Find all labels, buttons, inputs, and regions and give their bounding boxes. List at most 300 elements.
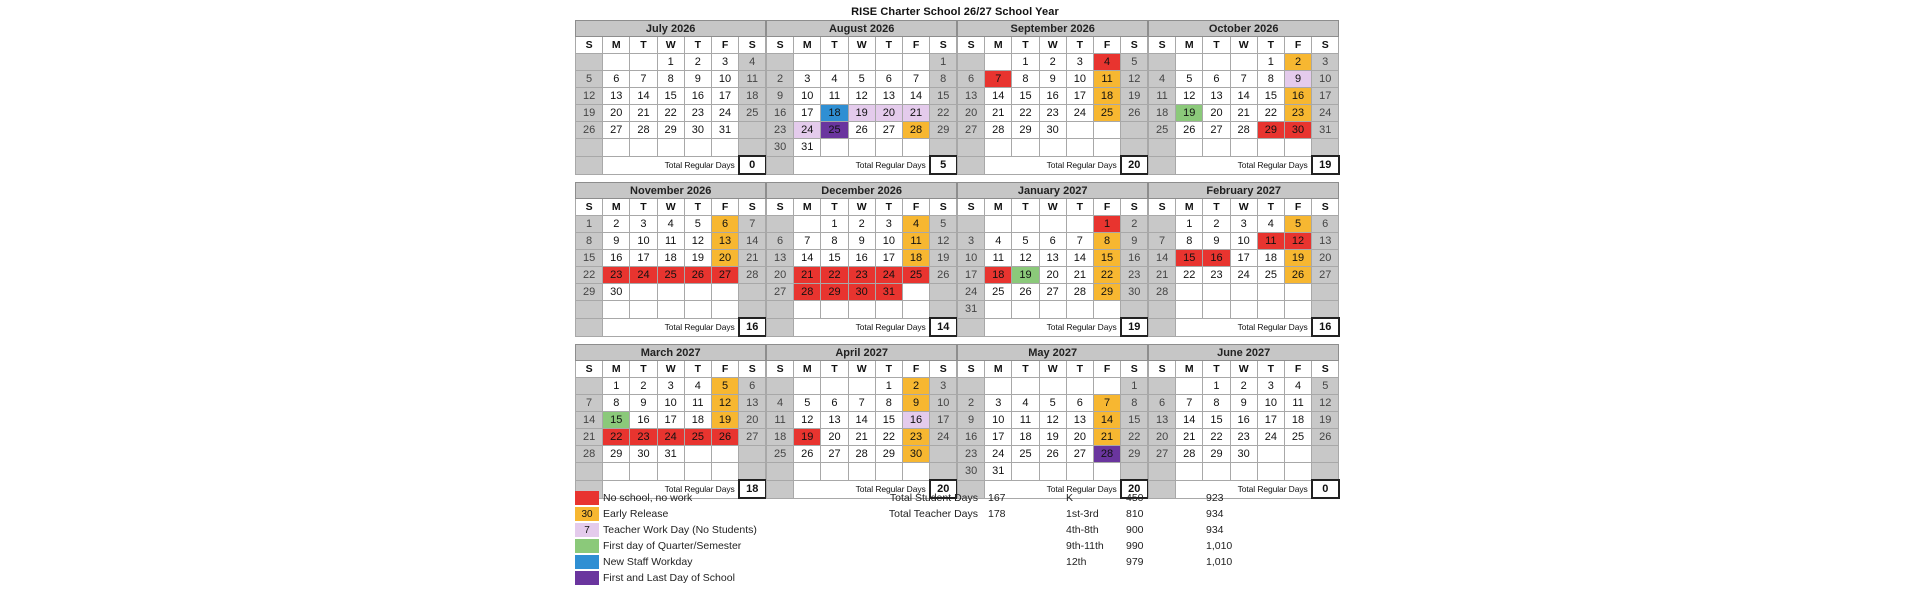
day-cell: 4 [739,54,766,71]
day-cell: 3 [794,71,821,88]
day-cell: 17 [1312,88,1339,105]
day-cell: 14 [630,88,657,105]
empty-day-cell [630,301,657,319]
grade-row [1066,554,1266,570]
day-cell: 28 [1149,284,1176,301]
day-cell: 27 [1039,284,1066,301]
day-cell: 23 [1121,267,1148,284]
weekday-header: F [1284,361,1311,378]
empty-day-cell [767,463,794,481]
day-cell: 17 [1066,88,1093,105]
empty-day-cell [1312,284,1339,301]
day-cell: 31 [958,301,985,319]
day-cell: 16 [767,105,794,122]
day-cell: 9 [1230,395,1257,412]
weekday-header: T [684,199,711,216]
month-title: July 2026 [576,21,766,37]
month-title: November 2026 [576,183,766,199]
legend-swatch: 7 [575,523,599,537]
total-regular-days-value: 5 [930,156,957,174]
empty-day-cell [1039,378,1066,395]
day-cell: 14 [739,233,766,250]
weekday-header: S [739,199,766,216]
day-cell: 26 [576,122,603,139]
day-cell: 20 [958,105,985,122]
empty-day-cell [930,463,957,481]
total-regular-days-label: Total Regular Days [1176,318,1312,336]
day-cell: 29 [821,284,848,301]
day-cell: 23 [1230,429,1257,446]
empty-day-cell [1284,139,1311,157]
day-cell: 26 [1312,429,1339,446]
day-cell: 13 [1312,233,1339,250]
total-regular-days-value: 19 [1121,318,1148,336]
day-cell: 3 [657,378,684,395]
empty-day-cell [1176,284,1203,301]
empty-day-cell [711,446,738,463]
day-cell: 21 [794,267,821,284]
empty-day-cell [902,54,929,71]
empty-day-cell [848,301,875,319]
day-cell: 17 [930,412,957,429]
day-cell: 19 [848,105,875,122]
day-cell: 10 [657,395,684,412]
day-cell: 17 [711,88,738,105]
day-cell: 26 [1121,105,1148,122]
empty-day-cell [1312,446,1339,463]
empty-day-cell [1149,216,1176,233]
weekday-header: T [821,361,848,378]
day-cell: 29 [875,446,902,463]
day-cell: 12 [576,88,603,105]
day-cell: 31 [794,139,821,157]
day-cell: 26 [848,122,875,139]
day-cell: 15 [1176,250,1203,267]
empty-day-cell [1284,463,1311,481]
legend-swatch [575,491,599,505]
day-cell: 4 [1012,395,1039,412]
empty-day-cell [1149,54,1176,71]
total-regular-days-label: Total Regular Days [985,480,1121,498]
day-cell: 21 [1149,267,1176,284]
day-cell: 7 [794,233,821,250]
total-regular-days-label: Total Regular Days [603,480,739,498]
empty-day-cell [1121,463,1148,481]
empty-day-cell [711,301,738,319]
day-cell: 24 [930,429,957,446]
day-cell: 25 [657,267,684,284]
day-cell: 21 [985,105,1012,122]
month-title: January 2027 [958,183,1148,199]
empty-day-cell [794,378,821,395]
day-cell: 31 [711,122,738,139]
day-cell: 8 [1093,233,1120,250]
day-cell: 1 [1257,54,1284,71]
weekday-header: T [630,199,657,216]
month-calendar [575,182,767,337]
weekday-header: S [1121,199,1148,216]
weekday-header: T [630,37,657,54]
day-cell: 13 [958,88,985,105]
day-cell: 23 [1284,105,1311,122]
day-cell: 29 [930,122,957,139]
day-cell: 16 [1230,412,1257,429]
empty-day-cell [848,139,875,157]
day-cell: 25 [767,446,794,463]
total-regular-days-label: Total Regular Days [603,156,739,174]
day-cell: 12 [794,412,821,429]
empty-day-cell [985,54,1012,71]
day-cell: 10 [1066,71,1093,88]
empty-day-cell [958,378,985,395]
day-cell: 14 [1230,88,1257,105]
grade-label: 12th [1066,556,1087,568]
empty-day-cell [794,301,821,319]
day-cell: 11 [684,395,711,412]
day-cell: 25 [684,429,711,446]
weekday-header: W [1230,199,1257,216]
weekday-header: S [1312,199,1339,216]
empty-day-cell [767,54,794,71]
day-cell: 7 [902,71,929,88]
legend-item [575,554,757,570]
empty-day-cell [711,139,738,157]
day-cell: 30 [1230,446,1257,463]
day-cell: 9 [1203,233,1230,250]
day-cell: 6 [603,71,630,88]
empty-day-cell [1121,139,1148,157]
day-cell: 14 [1149,250,1176,267]
day-cell: 21 [1066,267,1093,284]
weekday-header: M [985,361,1012,378]
day-cell: 4 [1284,378,1311,395]
empty-day-cell [739,284,766,301]
day-cell: 1 [821,216,848,233]
weekday-header: S [767,361,794,378]
day-cell: 6 [767,233,794,250]
empty-day-cell [739,139,766,157]
empty-day-cell [767,156,794,174]
day-cell: 27 [1312,267,1339,284]
day-cell: 4 [902,216,929,233]
month-calendar [957,182,1149,337]
day-cell: 28 [630,122,657,139]
empty-day-cell [902,301,929,319]
day-cell: 10 [794,88,821,105]
day-cell: 9 [1121,233,1148,250]
day-cell: 10 [1230,233,1257,250]
empty-day-cell [1312,139,1339,157]
weekday-header: W [848,361,875,378]
day-cell: 11 [767,412,794,429]
day-cell: 19 [711,412,738,429]
weekday-header: T [1066,199,1093,216]
day-cell: 20 [711,250,738,267]
day-cell: 1 [657,54,684,71]
grade-value-a: 979 [1126,556,1144,568]
day-cell: 16 [1039,88,1066,105]
empty-day-cell [1230,54,1257,71]
empty-day-cell [1176,378,1203,395]
weekday-header: T [1257,199,1284,216]
legend-label: No school, no work [603,492,693,504]
empty-day-cell [684,139,711,157]
empty-day-cell [794,216,821,233]
page-title: RISE Charter School 26/27 School Year [851,6,1059,18]
weekday-header: S [576,361,603,378]
legend-item [575,490,757,506]
day-cell: 7 [576,395,603,412]
day-cell: 7 [1149,233,1176,250]
day-cell: 12 [1312,395,1339,412]
day-cell: 6 [711,216,738,233]
day-cell: 2 [1230,378,1257,395]
day-cell: 12 [711,395,738,412]
day-cell: 14 [985,88,1012,105]
day-cell: 15 [576,250,603,267]
empty-day-cell [1230,139,1257,157]
day-cell: 17 [657,412,684,429]
weekday-header: S [576,37,603,54]
empty-day-cell [657,301,684,319]
day-cell: 15 [1203,412,1230,429]
day-cell: 3 [958,233,985,250]
empty-day-cell [1257,463,1284,481]
month-title: December 2026 [767,183,957,199]
day-cell: 27 [767,284,794,301]
empty-day-cell [1176,139,1203,157]
day-cell: 19 [1176,105,1203,122]
day-cell: 5 [930,216,957,233]
day-cell: 9 [958,412,985,429]
day-cell: 17 [958,267,985,284]
day-cell: 16 [684,88,711,105]
day-cell: 18 [821,105,848,122]
day-cell: 23 [1039,105,1066,122]
empty-day-cell [1012,139,1039,157]
day-cell: 23 [958,446,985,463]
day-cell: 15 [1257,88,1284,105]
day-cell: 23 [767,122,794,139]
day-cell: 6 [1203,71,1230,88]
day-cell: 2 [902,378,929,395]
total-regular-days-value: 20 [930,480,957,498]
day-cell: 5 [1039,395,1066,412]
day-cell: 14 [848,412,875,429]
empty-day-cell [958,318,985,336]
empty-day-cell [1149,301,1176,319]
day-cell: 5 [1012,233,1039,250]
day-cell: 7 [739,216,766,233]
day-cell: 22 [1121,429,1148,446]
day-cell: 5 [711,378,738,395]
empty-day-cell [1230,284,1257,301]
total-regular-days-value: 16 [739,318,766,336]
empty-day-cell [1176,301,1203,319]
day-cell: 24 [1312,105,1339,122]
day-cell: 21 [902,105,929,122]
day-cell: 9 [902,395,929,412]
day-cell: 1 [875,378,902,395]
empty-day-cell [1284,301,1311,319]
legend-label: New Staff Workday [603,556,693,568]
day-cell: 15 [603,412,630,429]
day-cell: 2 [767,71,794,88]
empty-day-cell [576,463,603,481]
weekday-header: F [1284,37,1311,54]
weekday-header: F [902,199,929,216]
day-cell: 6 [1039,233,1066,250]
day-cell: 28 [794,284,821,301]
day-cell: 6 [739,378,766,395]
weekday-header: T [1066,361,1093,378]
grade-label: K [1066,492,1074,504]
empty-day-cell [1203,463,1230,481]
day-cell: 10 [1257,395,1284,412]
day-cell: 22 [576,267,603,284]
day-cell: 9 [1039,71,1066,88]
weekday-header: M [1176,199,1203,216]
day-cell: 26 [930,267,957,284]
day-cell: 29 [1093,284,1120,301]
day-cell: 11 [657,233,684,250]
day-cell: 21 [576,429,603,446]
day-cell: 13 [603,88,630,105]
day-cell: 27 [711,267,738,284]
empty-day-cell [684,463,711,481]
day-cell: 9 [848,233,875,250]
day-cell: 22 [1203,429,1230,446]
day-cell: 7 [985,71,1012,88]
empty-day-cell [1066,139,1093,157]
day-cell: 4 [1257,216,1284,233]
day-cell: 13 [1039,250,1066,267]
grade-row [1066,490,1266,506]
day-cell: 18 [1284,412,1311,429]
day-cell: 15 [875,412,902,429]
weekday-header: M [794,361,821,378]
day-cell: 19 [1012,267,1039,284]
day-cell: 30 [767,139,794,157]
empty-day-cell [1230,463,1257,481]
month-title: October 2026 [1149,21,1339,37]
day-cell: 21 [1093,429,1120,446]
weekday-header: S [1149,37,1176,54]
day-cell: 4 [684,378,711,395]
empty-day-cell [711,284,738,301]
day-cell: 22 [1176,267,1203,284]
day-cell: 24 [657,429,684,446]
day-cell: 31 [875,284,902,301]
empty-day-cell [1312,463,1339,481]
day-cell: 1 [1093,216,1120,233]
empty-day-cell [1149,378,1176,395]
weekday-header: T [875,37,902,54]
empty-day-cell [1203,139,1230,157]
empty-day-cell [1257,284,1284,301]
legend-label: Teacher Work Day (No Students) [603,524,757,536]
weekday-header: W [657,37,684,54]
day-cell: 12 [1284,233,1311,250]
weekday-header: S [1312,361,1339,378]
empty-day-cell [930,284,957,301]
day-cell: 21 [739,250,766,267]
grade-value-a: 990 [1126,540,1144,552]
grade-value-b: 934 [1206,524,1224,536]
day-cell: 10 [711,71,738,88]
day-cell: 17 [630,250,657,267]
empty-day-cell [739,463,766,481]
day-cell: 14 [1066,250,1093,267]
day-cell: 16 [958,429,985,446]
weekday-header: W [657,361,684,378]
day-cell: 18 [902,250,929,267]
month-title: August 2026 [767,21,957,37]
day-cell: 24 [1066,105,1093,122]
day-cell: 26 [711,429,738,446]
empty-day-cell [821,378,848,395]
empty-day-cell [1203,54,1230,71]
month-calendar [1148,182,1340,337]
legend-item [575,570,757,586]
grade-label: 4th-8th [1066,524,1099,536]
day-cell: 5 [684,216,711,233]
weekday-header: W [1039,361,1066,378]
empty-day-cell [1066,301,1093,319]
empty-day-cell [630,463,657,481]
day-cell: 15 [1012,88,1039,105]
day-cell: 19 [576,105,603,122]
total-regular-days-label: Total Regular Days [1176,480,1312,498]
day-cell: 14 [902,88,929,105]
day-cell: 13 [875,88,902,105]
day-cell: 20 [875,105,902,122]
total-regular-days-value: 20 [1121,156,1148,174]
day-cell: 20 [1149,429,1176,446]
empty-day-cell [1149,156,1176,174]
empty-day-cell [1312,301,1339,319]
weekday-header: M [1176,37,1203,54]
day-cell: 5 [1312,378,1339,395]
empty-day-cell [821,54,848,71]
day-cell: 17 [1230,250,1257,267]
legend-item [575,538,757,554]
weekday-header: T [821,199,848,216]
day-cell: 10 [930,395,957,412]
day-cell: 3 [930,378,957,395]
empty-day-cell [603,463,630,481]
day-cell: 5 [848,71,875,88]
empty-day-cell [821,139,848,157]
total-regular-days-label: Total Regular Days [794,156,930,174]
day-cell: 12 [1039,412,1066,429]
day-cell: 27 [739,429,766,446]
day-cell: 16 [1203,250,1230,267]
day-cell: 26 [1176,122,1203,139]
day-cell: 28 [848,446,875,463]
day-cell: 25 [1284,429,1311,446]
day-cell: 25 [1012,446,1039,463]
empty-day-cell [1203,301,1230,319]
weekday-header: T [684,361,711,378]
total-regular-days-label: Total Regular Days [603,318,739,336]
day-cell: 6 [958,71,985,88]
empty-day-cell [985,216,1012,233]
day-cell: 26 [684,267,711,284]
legend-label: Early Release [603,508,669,520]
total-regular-days-value: 14 [930,318,957,336]
day-cell: 12 [684,233,711,250]
